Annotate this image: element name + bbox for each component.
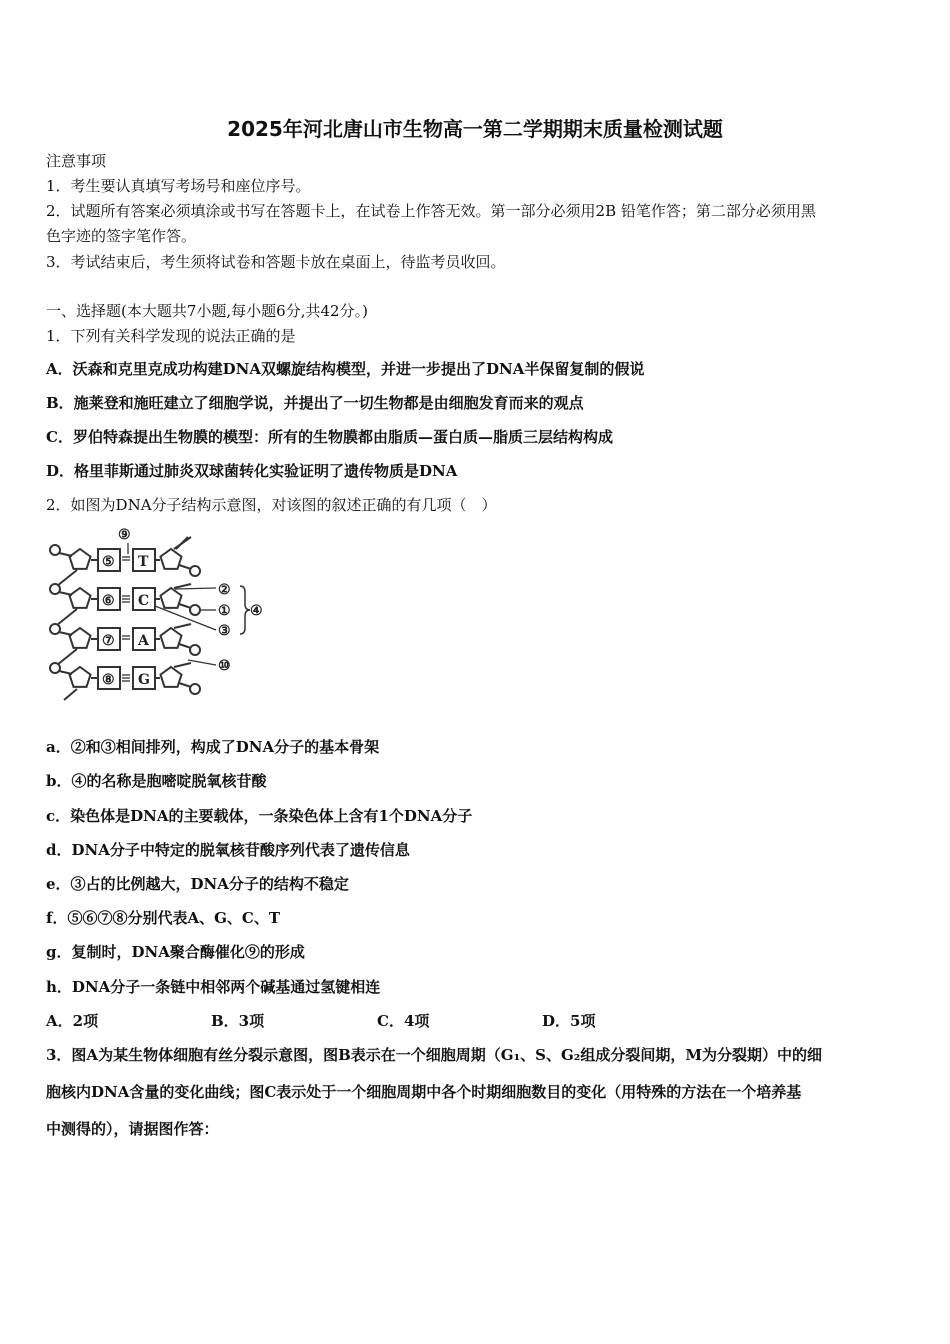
dna-structure-diagram <box>40 520 280 710</box>
statement-g: g．复制时，DNA聚合酶催化⑨的形成 <box>46 943 305 961</box>
question-3-line: 3．图A为某生物体细胞有丝分裂示意图，图B表示在一个细胞周期（G₁、S、G₂组成分裂间期，M为分裂期）中的细 <box>46 1046 822 1064</box>
phosphodiester-bond <box>59 632 72 635</box>
deoxyribose-left <box>70 588 91 608</box>
base-A: A <box>138 633 149 649</box>
phosphodiester-bond <box>179 644 191 648</box>
phosphodiester-bond <box>59 553 72 556</box>
strand-end <box>64 689 77 700</box>
backbone-link <box>57 570 77 586</box>
backbone-link <box>57 609 77 625</box>
label-2-pointer <box>175 588 216 589</box>
deoxyribose-left <box>70 549 91 569</box>
question-3-line: 胞核内DNA含量的变化曲线；图C表示处于一个细胞周期中各个时期细胞数目的变化（用特殊的方法在一个培养基 <box>46 1083 802 1101</box>
phosphate-left <box>50 545 60 555</box>
q2-choice-c: C．4项 <box>377 1012 430 1030</box>
question-1-stem: 1．下列有关科学发现的说法正确的是 <box>46 327 296 345</box>
deoxyribose-right <box>161 549 182 569</box>
page-title: 2025年河北唐山市生物高一第二学期期末质量检测试题 <box>227 117 723 141</box>
statement-b: b．④的名称是胞嘧啶脱氧核苷酸 <box>46 772 267 790</box>
label-10-pointer <box>188 660 216 665</box>
q2-choice-b: B．3项 <box>211 1012 265 1030</box>
phosphodiester-bond <box>59 592 72 595</box>
q2-choice-d: D．5项 <box>542 1012 596 1030</box>
backbone-link <box>57 649 77 665</box>
brace <box>240 586 250 634</box>
deoxyribose-right <box>161 588 182 608</box>
q2-choice-a: A．2项 <box>46 1012 99 1030</box>
q1-option-c: C．罗伯特森提出生物膜的模型：所有的生物膜都由脂质—蛋白质—脂质三层结构构成 <box>46 428 613 446</box>
phosphate-right <box>190 605 200 615</box>
base-C: C <box>138 593 150 609</box>
statement-a: a．②和③相间排列，构成了DNA分子的基本骨架 <box>46 738 380 756</box>
notice-item: 1．考生要认真填写考场号和座位序号。 <box>46 177 311 195</box>
label-4: ④ <box>250 603 263 619</box>
phosphate-left <box>50 624 60 634</box>
base-label-5: ⑤ <box>102 554 115 570</box>
base-label-8: ⑧ <box>102 672 115 688</box>
backbone-link <box>174 584 191 588</box>
deoxyribose-left <box>70 628 91 648</box>
notice-item: 3．考试结束后，考生须将试卷和答题卡放在桌面上，待监考员收回。 <box>46 253 506 271</box>
label-2: ② <box>218 582 231 598</box>
label-1: ① <box>218 603 231 619</box>
label-10: ⑩ <box>218 658 231 674</box>
q1-option-d: D．格里菲斯通过肺炎双球菌转化实验证明了遗传物质是DNA <box>46 462 458 480</box>
phosphodiester-bond <box>179 683 191 687</box>
phosphate-right <box>190 566 200 576</box>
q1-option-b: B．施莱登和施旺建立了细胞学说，并提出了一切生物都是由细胞发育而来的观点 <box>46 394 584 412</box>
deoxyribose-left <box>70 667 91 687</box>
section-heading: 一、选择题(本大题共7小题,每小题6分,共42分。) <box>46 302 368 320</box>
statement-e: e．③占的比例越大，DNA分子的结构不稳定 <box>46 875 349 893</box>
base-label-6: ⑥ <box>102 593 115 609</box>
question-3-line: 中测得的），请据图作答： <box>46 1120 219 1138</box>
backbone-link <box>174 663 191 667</box>
phosphodiester-bond <box>59 671 72 674</box>
deoxyribose-right <box>161 667 182 687</box>
statement-f: f．⑤⑥⑦⑧分别代表A、G、C、T <box>46 909 281 927</box>
phosphodiester-bond <box>179 565 191 569</box>
phosphate-left <box>50 663 60 673</box>
notice-heading: 注意事项 <box>46 152 107 170</box>
base-label-7: ⑦ <box>102 633 115 649</box>
question-2-stem: 2．如图为DNA分子结构示意图，对该图的叙述正确的有几项（ ） <box>46 496 497 514</box>
label-3: ③ <box>218 623 231 639</box>
base-T: T <box>138 554 149 570</box>
label-9: ⑨ <box>118 527 131 543</box>
notice-item: 2．试题所有答案必须填涂或书写在答题卡上，在试卷上作答无效。第一部分必须用2B 铅笔作答；第二部分必须用黑 <box>46 202 816 220</box>
base-G: G <box>138 672 150 688</box>
phosphodiester-bond <box>179 604 191 608</box>
statement-h: h．DNA分子一条链中相邻两个碱基通过氢键相连 <box>46 978 381 996</box>
deoxyribose-right <box>161 628 182 648</box>
phosphate-right <box>190 684 200 694</box>
statement-d: d．DNA分子中特定的脱氧核苷酸序列代表了遗传信息 <box>46 841 410 859</box>
statement-c: c．染色体是DNA的主要载体，一条染色体上含有1个DNA分子 <box>46 807 473 825</box>
strand-end <box>176 537 188 549</box>
phosphate-right <box>190 645 200 655</box>
phosphate-left <box>50 584 60 594</box>
notice-item: 色字迹的签字笔作答。 <box>46 227 197 245</box>
backbone-link <box>174 624 191 628</box>
q1-option-a: A．沃森和克里克成功构建DNA双螺旋结构模型，并进一步提出了DNA半保留复制的假说 <box>46 360 645 378</box>
